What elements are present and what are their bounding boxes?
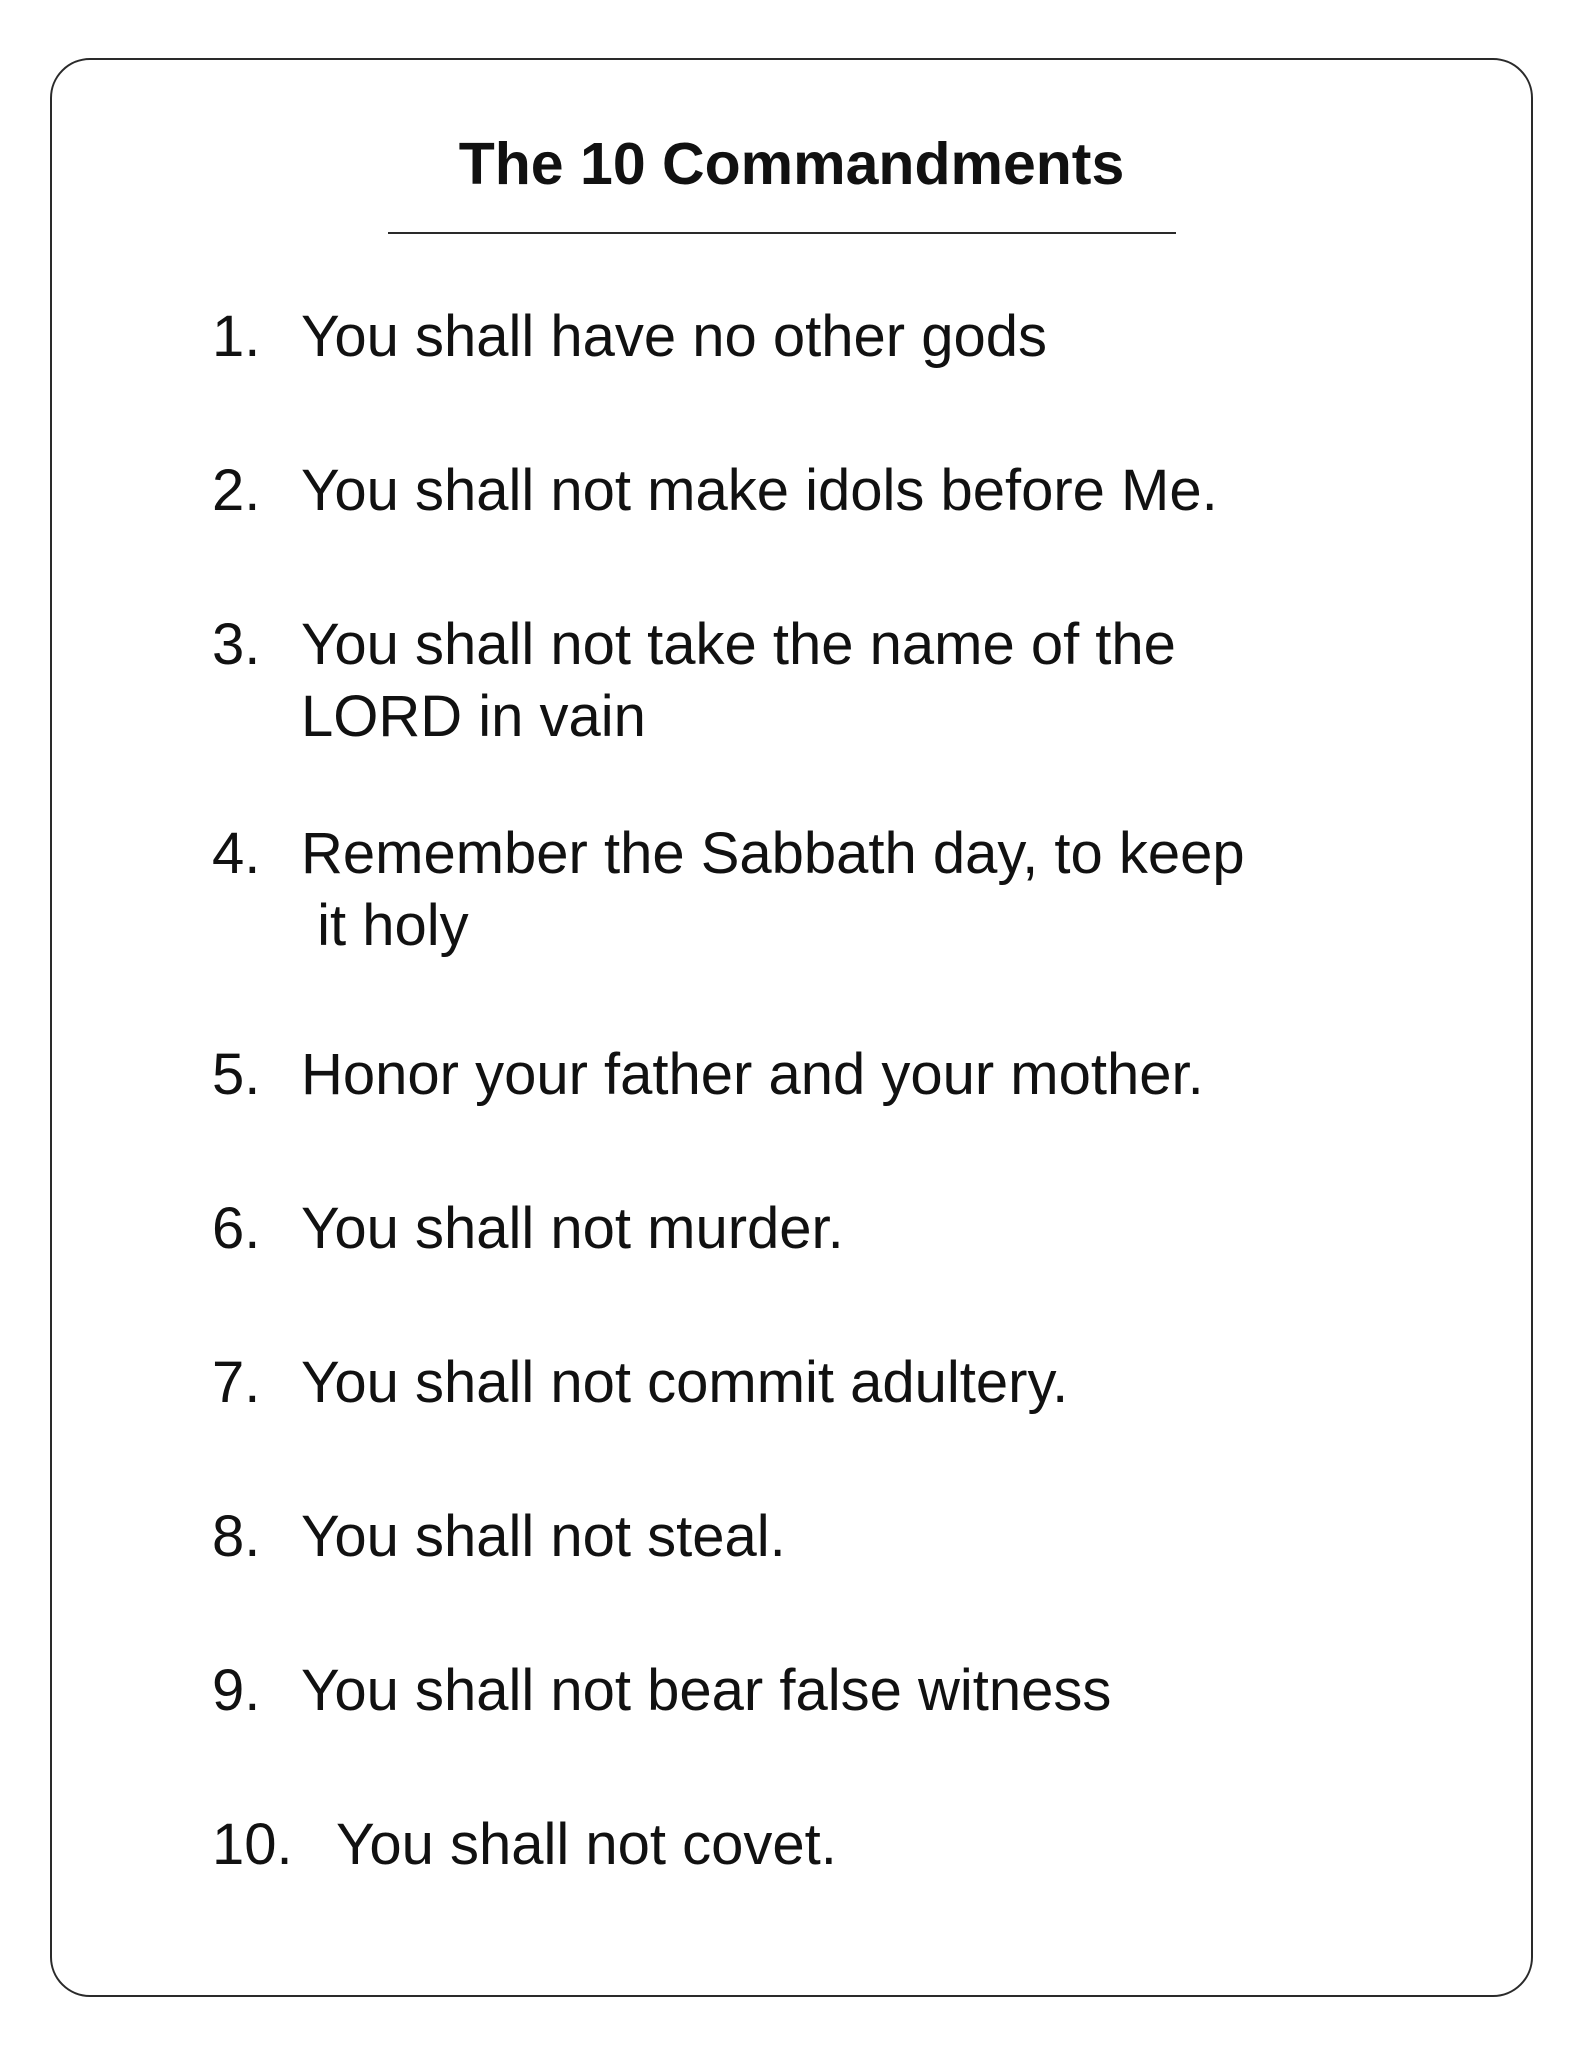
commandment-text: You shall not take the name of the LORD in vain — [301, 612, 1176, 749]
commandments-card — [50, 58, 1533, 1997]
commandment-number: 1. — [212, 304, 261, 369]
commandment-number: 6. — [212, 1196, 261, 1261]
commandment-number: 3. — [212, 612, 261, 677]
commandment-number: 2. — [212, 458, 261, 523]
commandment-number: 5. — [212, 1042, 261, 1107]
commandment-text: You shall not murder. — [301, 1196, 844, 1261]
commandment-text: You shall have no other gods — [301, 304, 1047, 369]
commandment-text: You shall not commit adultery. — [301, 1350, 1069, 1415]
commandment-number: 8. — [212, 1504, 261, 1569]
commandment-text: Remember the Sabbath day, to keep it holy — [301, 821, 1245, 958]
title-underline — [388, 232, 1176, 234]
commandment-text: You shall not bear false witness — [301, 1658, 1112, 1723]
commandment-number: 7. — [212, 1350, 261, 1415]
commandment-text: You shall not covet. — [336, 1812, 837, 1877]
commandment-number: 10. — [212, 1812, 293, 1877]
commandment-text: You shall not steal. — [301, 1504, 786, 1569]
commandment-text: You shall not make idols before Me. — [301, 458, 1218, 523]
commandment-text: Honor your father and your mother. — [301, 1042, 1204, 1107]
page-title: The 10 Commandments — [458, 131, 1125, 197]
commandment-number: 9. — [212, 1658, 261, 1723]
commandment-number: 4. — [212, 821, 261, 886]
